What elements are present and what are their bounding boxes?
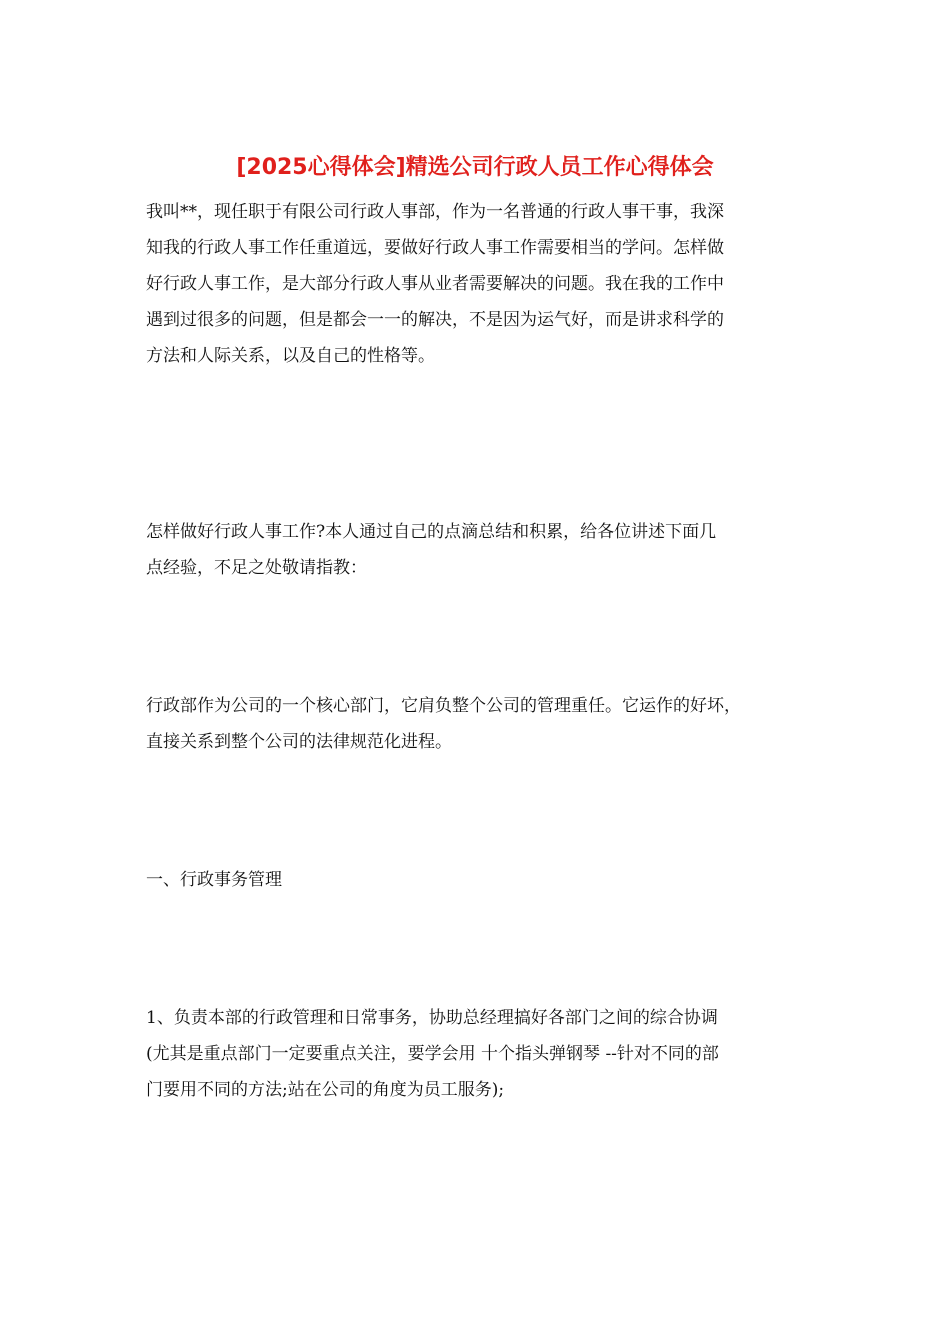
paragraph-line: 点经验，不足之处敬请指教： <box>146 558 367 578</box>
document-title: [2025心得体会]精选公司行政人员工作心得体会 <box>236 155 714 180</box>
paragraph-line: 我叫**，现任职于有限公司行政人事部，作为一名普通的行政人事干事，我深 <box>146 202 724 222</box>
section-heading: 一、行政事务管理 <box>146 870 282 890</box>
paragraph-line: 1、负责本部的行政管理和日常事务，协助总经理搞好各部门之间的综合协调 <box>146 1008 718 1028</box>
paragraph-line: 好行政人事工作，是大部分行政人事从业者需要解决的问题。我在我的工作中 <box>146 274 724 294</box>
paragraph-line: 遇到过很多的问题，但是都会一一的解决，不是因为运气好，而是讲求科学的 <box>146 310 724 330</box>
paragraph-line: 直接关系到整个公司的法律规范化进程。 <box>146 732 452 752</box>
paragraph-line: 方法和人际关系，以及自己的性格等。 <box>146 346 435 366</box>
paragraph-line: 门要用不同的方法;站在公司的角度为员工服务); <box>146 1080 505 1100</box>
paragraph-line: 行政部作为公司的一个核心部门，它肩负整个公司的管理重任。它运作的好坏， <box>146 696 741 716</box>
paragraph-line: 怎样做好行政人事工作?本人通过自己的点滴总结和积累，给各位讲述下面几 <box>146 522 717 542</box>
paragraph-line: (尤其是重点部门一定要重点关注，要学会用 十个指头弹钢琴 --针对不同的部 <box>146 1044 719 1064</box>
paragraph-line: 知我的行政人事工作任重道远，要做好行政人事工作需要相当的学问。怎样做 <box>146 238 724 258</box>
